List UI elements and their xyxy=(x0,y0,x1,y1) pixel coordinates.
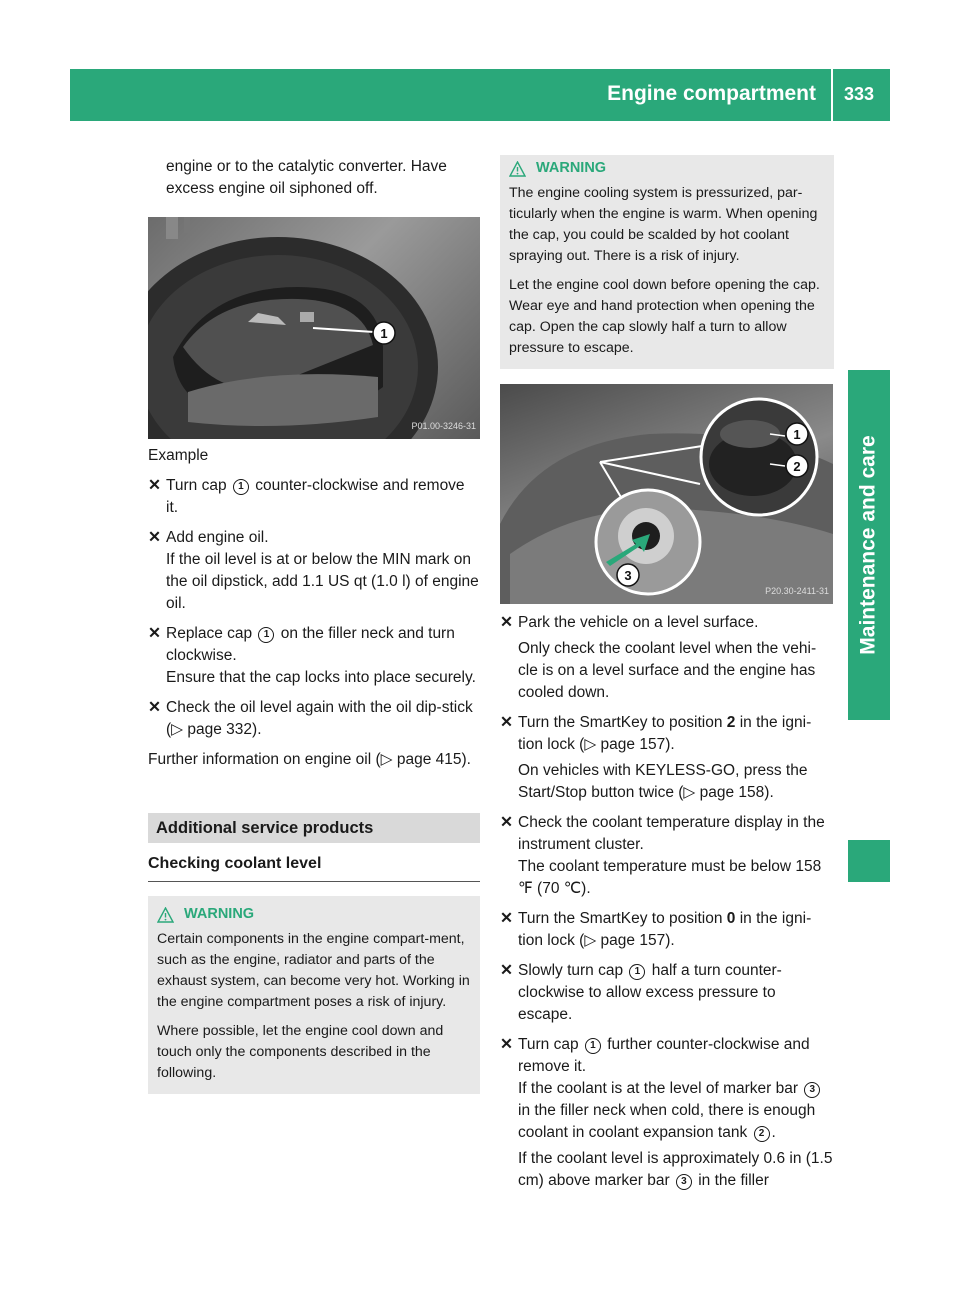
subheading: Checking coolant level xyxy=(148,853,480,882)
figure-id: P01.00-3246-31 xyxy=(411,421,476,431)
side-marker xyxy=(848,840,890,882)
header-title: Engine compartment xyxy=(607,82,816,105)
step-ignition-0: ✕ Turn the SmartKey to position 0 in the igni-tion lock (▷ page 157). xyxy=(500,910,812,949)
step-marker: ✕ xyxy=(500,910,513,927)
page-number: 333 xyxy=(844,84,875,104)
warning-text: Let the engine cool down before opening the cap. Wear eye and hand protection when opening the cap. Open the cap slowly half a turn to allow pressure to escape. xyxy=(509,277,820,356)
callout-1: 1 xyxy=(233,479,249,495)
side-tab-label: Maintenance and care xyxy=(857,435,881,655)
figure-caption: Example xyxy=(148,447,209,464)
further-info: Further information on engine oil (▷ page 415). xyxy=(148,751,471,768)
step-marker: ✕ xyxy=(148,699,161,716)
svg-text:1: 1 xyxy=(380,326,388,341)
side-tab xyxy=(848,370,890,720)
coolant-figure xyxy=(500,384,833,604)
intro-text: engine or to the catalytic converter. Have excess engine oil siphoned off. xyxy=(166,158,447,197)
step-marker: ✕ xyxy=(500,614,513,631)
warning-text: Where possible, let the engine cool down and touch only the components described in the following. xyxy=(157,1023,444,1081)
warning-text: Certain components in the engine compart-ment, such as the engine, radiator and parts of the exhaust system, can become very hot. Working in the engine compartment poses a risk of injury. xyxy=(157,931,470,1010)
step-marker: ✕ xyxy=(500,714,513,731)
warning-header: WARNING xyxy=(157,904,472,925)
step-release-pressure: ✕ Slowly turn cap 1 half a turn counter-clockwise to allow excess pressure to escape. xyxy=(500,962,782,1023)
warning-icon xyxy=(157,907,174,923)
right-column xyxy=(500,155,834,1192)
header-divider xyxy=(831,69,833,121)
section-heading: Additional service products xyxy=(148,813,480,843)
oil-cap-illustration xyxy=(148,217,480,439)
step-marker: ✕ xyxy=(500,1036,513,1053)
step-park: ✕ Park the vehicle on a level surface. Only check the coolant level when the vehi-cle is on a level surface and the engine has cooled down. xyxy=(500,614,817,701)
step-marker: ✕ xyxy=(148,477,161,494)
step-check-temp: ✕ Check the coolant temperature display in the instrument cluster. The coolant temperature must be below 158 ℉ (70 ℃). xyxy=(500,814,825,897)
figure-id: P20.30-2411-31 xyxy=(765,586,829,596)
callout-1: 1 xyxy=(258,627,274,643)
coolant-illustration xyxy=(500,384,833,604)
step-replace-cap: ✕ Replace cap 1 on the filler neck and turn clockwise. Ensure that the cap locks into place securely. xyxy=(148,625,476,686)
callout-1: 1 xyxy=(793,427,801,442)
page-header xyxy=(70,69,890,121)
step-add-oil: ✕ Add engine oil. If the oil level is at or below the MIN mark on the oil dipstick, add 1.1 US qt (1.0 l) of engine oil. xyxy=(148,529,479,612)
step-remove-cap: ✕ Turn cap 1 counter-clockwise and remove it. xyxy=(148,477,465,516)
callout-2: 2 xyxy=(793,459,801,474)
step-marker: ✕ xyxy=(148,529,161,546)
step-marker: ✕ xyxy=(500,814,513,831)
callout-3: 3 xyxy=(624,568,632,583)
warning-box xyxy=(500,155,834,369)
warning-text: The engine cooling system is pressurized, par-ticularly when the engine is warm. When opening the cap, you could be scalded by hot coolant spraying out. There is a risk of injury. xyxy=(509,185,818,264)
warning-box xyxy=(148,896,480,1094)
step-remove-cap: ✕ Turn cap 1 further counter-clockwise and remove it. If the coolant is at the level of marker bar 3 in the filler neck when cold, there is enough coolant in coolant expansion tank 2 . If the coolant level is approximately 0.6 in (1.5 cm) above marker bar 3 in the filler xyxy=(500,1036,833,1189)
warning-icon xyxy=(509,161,526,177)
step-ignition-2: ✕ Turn the SmartKey to position 2 in the igni-tion lock (▷ page 157). On vehicles with KEYLESS-GO, press the Start/Stop button twice (▷ page 158). xyxy=(500,714,812,801)
oil-cap-figure xyxy=(148,217,480,439)
step-marker: ✕ xyxy=(500,962,513,979)
warning-header: WARNING xyxy=(509,158,826,179)
step-check-oil: ✕ Check the oil level again with the oil dip-stick (▷ page 332). xyxy=(148,699,473,738)
left-column xyxy=(148,156,480,1094)
step-marker: ✕ xyxy=(148,625,161,642)
